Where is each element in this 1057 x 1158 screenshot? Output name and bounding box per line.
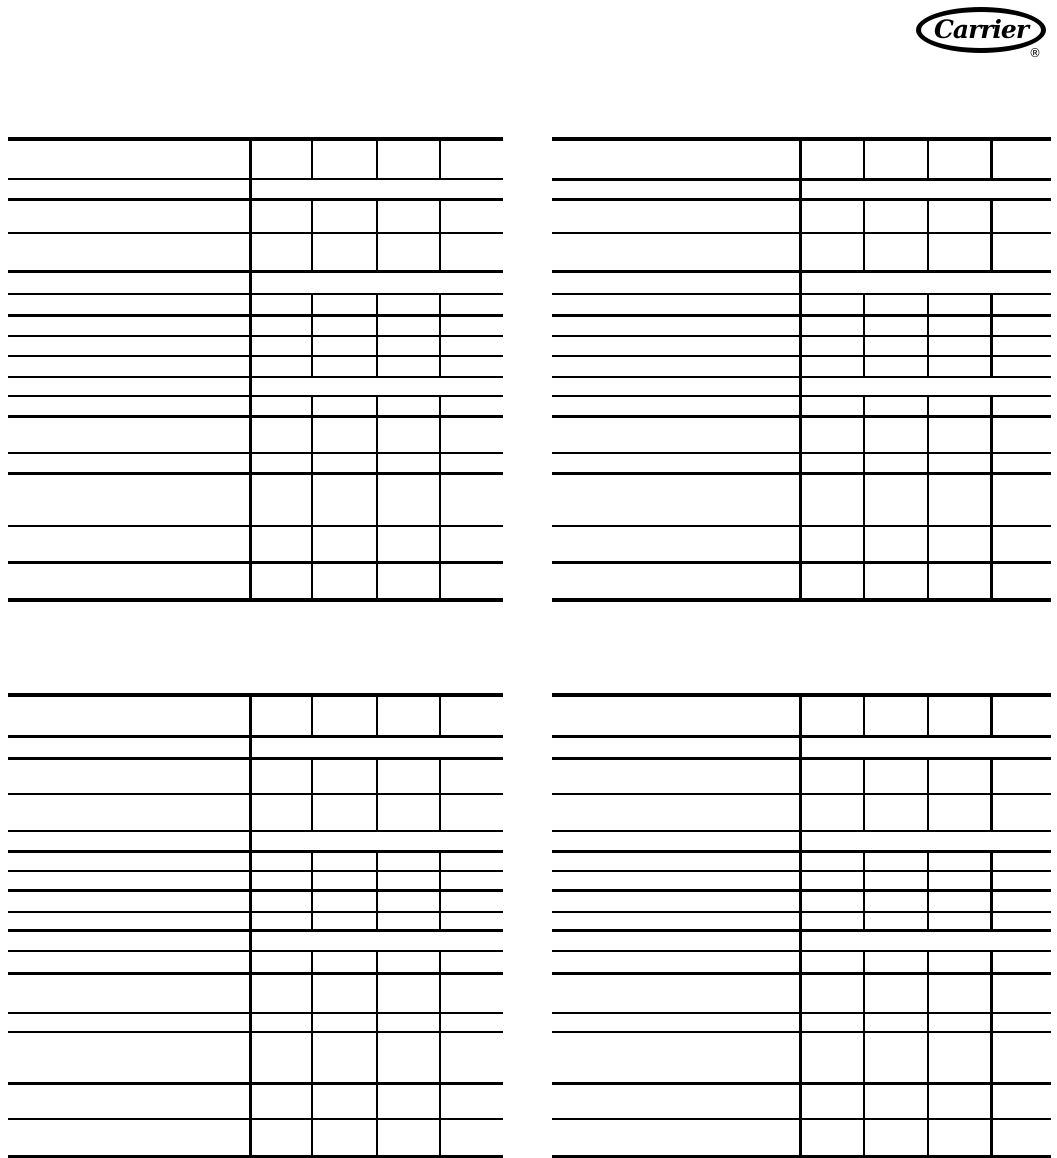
- table-grid-vline: [990, 972, 993, 1014]
- carrier-logo-ellipse: [916, 7, 1046, 53]
- table-grid-vline: [376, 889, 378, 913]
- table-grid-vline: [311, 1012, 313, 1033]
- table-grid-vline: [311, 889, 313, 913]
- table-grid-vline: [863, 525, 865, 564]
- table-grid-vline: [990, 1118, 993, 1158]
- table-grid-vline: [439, 911, 441, 932]
- table-grid-vline: [311, 232, 313, 273]
- table-grid-vline: [990, 693, 993, 738]
- table-grid-vline: [311, 1031, 313, 1085]
- table-grid-vline: [927, 561, 929, 602]
- table-grid-vline: [311, 1082, 313, 1120]
- table-grid-vline: [376, 850, 378, 872]
- table-grid-hline: [8, 293, 503, 295]
- table-grid-vline-main: [799, 693, 802, 1158]
- table-grid-vline: [311, 972, 313, 1014]
- table-grid-vline: [439, 693, 441, 738]
- table-grid-vline: [863, 850, 865, 872]
- table-grid-vline: [439, 1118, 441, 1158]
- table-grid-vline: [376, 355, 378, 378]
- table-grid-hline: [8, 1118, 503, 1120]
- table-grid-hline: [8, 415, 503, 418]
- table-grid-vline: [439, 525, 441, 564]
- table-grid-vline: [927, 793, 929, 832]
- table-grid-vline: [311, 472, 313, 527]
- table-grid-vline: [376, 1082, 378, 1120]
- table-grid-vline: [439, 1031, 441, 1085]
- table-grid-vline: [311, 561, 313, 602]
- table-grid-vline: [376, 415, 378, 454]
- table-grid-vline: [376, 972, 378, 1014]
- table-grid-vline: [376, 1031, 378, 1085]
- table-grid-vline: [311, 693, 313, 738]
- table-grid-vline: [863, 1118, 865, 1158]
- table-grid-vline: [376, 472, 378, 527]
- table-grid-vline: [927, 198, 929, 234]
- table-grid-vline: [927, 850, 929, 872]
- table-grid-vline: [863, 355, 865, 378]
- table-grid-vline: [439, 757, 441, 795]
- table-grid-vline: [990, 232, 993, 273]
- table-grid-vline: [439, 335, 441, 357]
- table-grid-vline-main: [249, 137, 252, 602]
- table-grid-vline: [863, 472, 865, 527]
- table-grid-vline: [990, 793, 993, 832]
- table-grid-hline: [8, 335, 503, 337]
- table-grid-hline: [8, 314, 503, 317]
- table-grid-vline: [990, 911, 993, 932]
- table-grid-vline: [439, 198, 441, 234]
- table-grid-hline: [8, 757, 503, 760]
- table-grid-hline: [8, 972, 503, 975]
- carrier-logo-wordmark: Carrier: [933, 14, 1028, 44]
- table-grid-hline: [8, 850, 503, 853]
- table-grid-vline: [927, 137, 929, 181]
- table-grid-hline: [8, 1012, 503, 1014]
- table-grid-hline: [8, 793, 503, 795]
- table-grid-vline: [376, 757, 378, 795]
- table-grid-vline: [927, 525, 929, 564]
- table-grid-hline: [8, 137, 503, 141]
- table-grid-vline: [927, 355, 929, 378]
- table-grid-vline: [439, 137, 441, 180]
- table-grid-vline: [376, 561, 378, 602]
- table-grid-vline-main: [799, 137, 802, 602]
- table-grid-vline: [927, 1012, 929, 1033]
- table-grid-hline: [8, 395, 503, 397]
- table-grid-vline: [376, 1118, 378, 1158]
- table-grid-hline: [8, 472, 503, 475]
- table-grid-hline: [8, 376, 503, 378]
- table-grid-vline: [990, 137, 993, 181]
- table-grid-hline: [8, 232, 503, 234]
- table-grid-vline: [927, 757, 929, 795]
- carrier-logo: [905, 5, 1050, 61]
- table-grid-vline: [990, 1031, 993, 1085]
- table-grid-vline: [863, 1031, 865, 1085]
- table-grid-vline: [990, 757, 993, 795]
- table-grid-vline: [439, 1082, 441, 1120]
- table-grid-vline: [863, 911, 865, 932]
- table-grid-hline: [8, 525, 503, 527]
- table-grid-vline: [311, 335, 313, 357]
- table-grid-vline: [376, 137, 378, 180]
- table-grid-vline: [863, 335, 865, 357]
- table-grid-vline: [311, 415, 313, 454]
- table-grid-hline: [8, 598, 503, 602]
- table-grid-hline: [8, 911, 503, 913]
- registered-trademark-symbol: ®: [1029, 46, 1041, 60]
- table-grid-vline: [990, 472, 993, 527]
- table-grid-vline: [927, 472, 929, 527]
- table-grid-vline: [439, 1012, 441, 1033]
- table-grid-vline: [863, 561, 865, 602]
- table-grid-vline: [990, 1082, 993, 1120]
- table-grid-hline: [8, 929, 503, 932]
- table-grid-hline: [8, 693, 503, 697]
- table-grid-vline: [927, 314, 929, 337]
- table-grid-hline: [8, 870, 503, 872]
- table-grid-vline: [990, 355, 993, 378]
- table-grid-vline: [863, 972, 865, 1014]
- table-grid-vline: [376, 793, 378, 832]
- table-grid-vline: [376, 335, 378, 357]
- table-grid-vline: [927, 335, 929, 357]
- table-grid-vline-main: [249, 693, 252, 1158]
- table-grid-vline: [439, 232, 441, 273]
- table-grid-vline: [863, 889, 865, 913]
- table-grid-hline: [8, 1031, 503, 1033]
- table-grid-vline: [863, 757, 865, 795]
- table-grid-vline: [863, 137, 865, 181]
- table-grid-vline: [927, 415, 929, 454]
- table-grid-vline: [863, 693, 865, 738]
- table-grid-vline: [376, 1012, 378, 1033]
- table-grid-vline: [311, 198, 313, 234]
- table-grid-vline: [311, 793, 313, 832]
- table-grid-hline: [8, 830, 503, 832]
- table-grid-vline: [439, 355, 441, 378]
- table-grid-vline: [311, 1118, 313, 1158]
- table-grid-vline: [439, 889, 441, 913]
- table-grid-vline: [927, 911, 929, 932]
- table-grid-vline: [990, 525, 993, 564]
- table-grid-vline: [376, 911, 378, 932]
- table-grid-hline: [8, 561, 503, 564]
- table-grid-vline: [439, 314, 441, 337]
- table-grid-vline: [311, 355, 313, 378]
- table-grid-vline: [311, 137, 313, 180]
- table-grid-vline: [439, 472, 441, 527]
- table-grid-vline: [439, 850, 441, 872]
- table-grid-vline: [376, 693, 378, 738]
- table-grid-vline: [990, 561, 993, 602]
- table-grid-vline: [990, 314, 993, 337]
- table-grid-vline: [927, 1082, 929, 1120]
- table-grid-vline: [439, 415, 441, 454]
- table-grid-vline: [311, 911, 313, 932]
- table-grid-hline: [8, 178, 503, 180]
- table-grid-vline: [863, 314, 865, 337]
- table-grid-vline: [927, 693, 929, 738]
- table-grid-vline: [439, 972, 441, 1014]
- table-grid-vline: [990, 889, 993, 913]
- table-grid-vline: [990, 415, 993, 454]
- table-grid-vline: [311, 757, 313, 795]
- table-grid-vline: [376, 198, 378, 234]
- table-grid-vline: [311, 314, 313, 337]
- table-grid-vline: [863, 232, 865, 273]
- table-grid-vline: [863, 415, 865, 454]
- table-grid-vline: [927, 232, 929, 273]
- table-grid-hline: [8, 1082, 503, 1085]
- table-grid-vline: [990, 1012, 993, 1033]
- table-grid-vline: [863, 1012, 865, 1033]
- table-grid-vline: [927, 889, 929, 913]
- table-grid-hline: [8, 355, 503, 357]
- table-grid-hline: [8, 950, 503, 952]
- table-grid-vline: [990, 335, 993, 357]
- table-grid-vline: [927, 1031, 929, 1085]
- table-grid-vline: [311, 525, 313, 564]
- table-grid-vline: [311, 850, 313, 872]
- table-grid-vline: [990, 198, 993, 234]
- table-grid-vline: [439, 793, 441, 832]
- table-grid-hline: [8, 452, 503, 454]
- table-grid-vline: [376, 232, 378, 273]
- table-grid-vline: [927, 1118, 929, 1158]
- table-grid-vline: [863, 793, 865, 832]
- table-grid-vline: [990, 850, 993, 872]
- table-grid-vline: [376, 525, 378, 564]
- table-grid-vline: [863, 1082, 865, 1120]
- table-grid-hline: [8, 270, 503, 273]
- table-grid-hline: [8, 735, 503, 738]
- table-grid-hline: [8, 198, 503, 201]
- table-grid-vline: [376, 314, 378, 337]
- table-grid-vline: [927, 972, 929, 1014]
- table-grid-hline: [8, 889, 503, 892]
- table-grid-vline: [439, 561, 441, 602]
- table-grid-vline: [863, 198, 865, 234]
